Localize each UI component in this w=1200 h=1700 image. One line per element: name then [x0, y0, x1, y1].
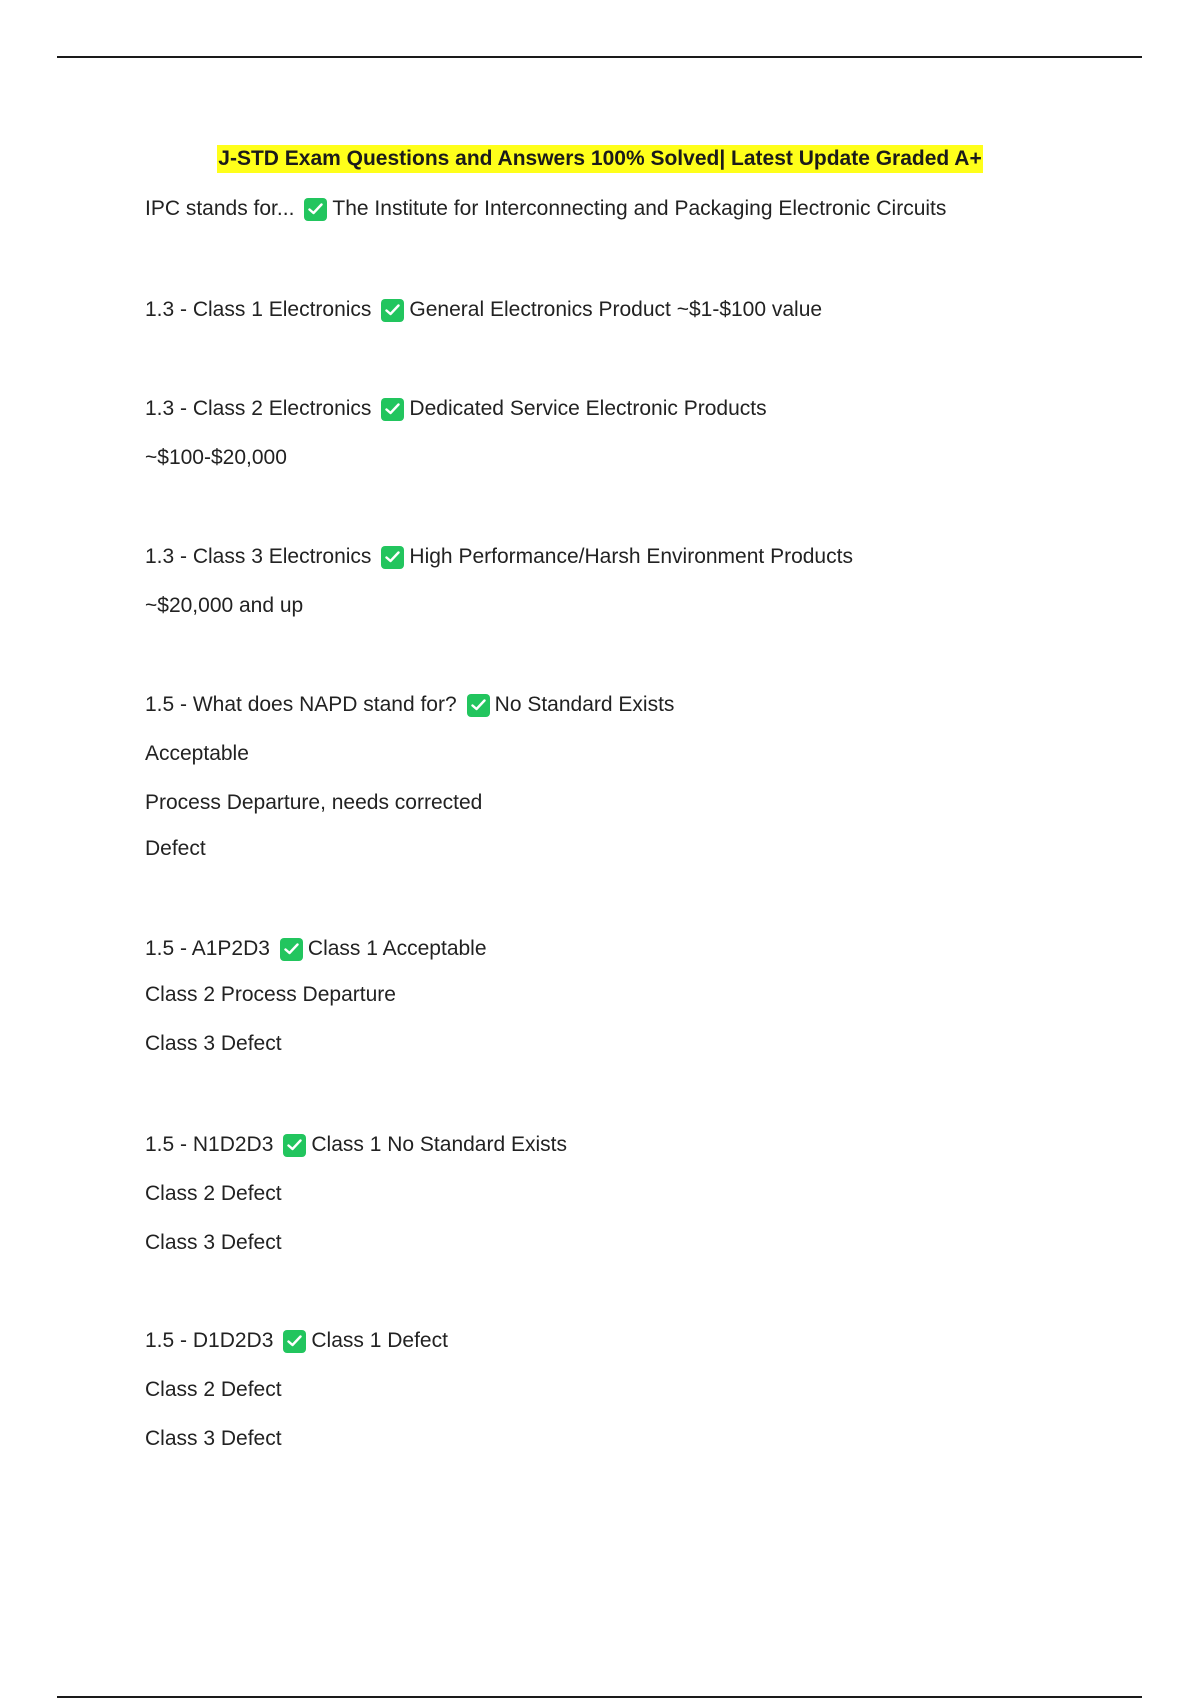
qa-line: [145, 1327, 1145, 1355]
qa-item: [145, 1327, 1145, 1453]
answer-text: Class 1 No Standard Exists: [311, 1133, 567, 1156]
check-mark-icon: [283, 1330, 306, 1353]
answer-continuation: Class 3 Defect: [145, 1427, 282, 1450]
answer-text: No Standard Exists: [494, 693, 675, 716]
question-text: 1.3 - Class 2 Electronics: [145, 397, 372, 420]
answer-continuation: ~$20,000 and up: [145, 594, 304, 617]
qa-line: [145, 195, 1145, 223]
answer-text: General Electronics Product ~$1-$100 value: [409, 298, 823, 321]
question-text: IPC stands for...: [145, 197, 295, 220]
footer-rule: [57, 1696, 1142, 1698]
qa-item: [145, 691, 1145, 863]
answer-text: Class 1 Defect: [311, 1329, 448, 1352]
title-container: [0, 145, 1200, 173]
question-text: 1.5 - D1D2D3: [145, 1329, 274, 1352]
answer-continuation: Process Departure, needs corrected: [145, 791, 483, 814]
question-text: 1.3 - Class 3 Electronics: [145, 545, 372, 568]
answer-continuation: Class 3 Defect: [145, 1231, 282, 1254]
qa-item: [145, 543, 1145, 620]
check-mark-icon: [280, 938, 303, 961]
qa-item: [145, 1131, 1145, 1257]
qa-item: [145, 195, 1145, 223]
answer-continuation: Class 2 Defect: [145, 1182, 282, 1205]
qa-line: [145, 543, 1145, 571]
answer-continuation: Acceptable: [145, 742, 249, 765]
answer-text: Class 1 Acceptable: [307, 937, 487, 960]
check-mark-icon: [283, 1134, 306, 1157]
question-text: 1.3 - Class 1 Electronics: [145, 298, 372, 321]
qa-line: [145, 935, 1145, 963]
check-mark-icon: [381, 299, 404, 322]
question-text: 1.5 - N1D2D3: [145, 1133, 274, 1156]
check-mark-icon: [381, 546, 404, 569]
header-rule: [57, 56, 1142, 58]
answer-continuation: Class 2 Defect: [145, 1378, 282, 1401]
qa-item: [145, 395, 1145, 472]
qa-line: [145, 296, 1145, 324]
qa-line: [145, 691, 1145, 719]
qa-item: [145, 296, 1145, 324]
answer-continuation: Defect: [145, 837, 206, 860]
question-text: 1.5 - A1P2D3: [145, 937, 270, 960]
answer-text: Dedicated Service Electronic Products: [409, 397, 767, 420]
qa-line: [145, 395, 1145, 423]
check-mark-icon: [381, 398, 404, 421]
check-mark-icon: [304, 198, 327, 221]
qa-line: [145, 1131, 1145, 1159]
qa-item: [145, 935, 1145, 1058]
answer-continuation: Class 3 Defect: [145, 1032, 282, 1055]
answer-text: High Performance/Harsh Environment Products: [409, 545, 853, 568]
document-title: J-STD Exam Questions and Answers 100% Solved| Latest Update Graded A+: [217, 145, 982, 173]
check-mark-icon: [467, 694, 490, 717]
answer-continuation: ~$100-$20,000: [145, 446, 287, 469]
answer-continuation: Class 2 Process Departure: [145, 983, 396, 1006]
answer-text: The Institute for Interconnecting and Packaging Electronic Circuits: [332, 197, 947, 220]
question-text: 1.5 - What does NAPD stand for?: [145, 693, 457, 716]
